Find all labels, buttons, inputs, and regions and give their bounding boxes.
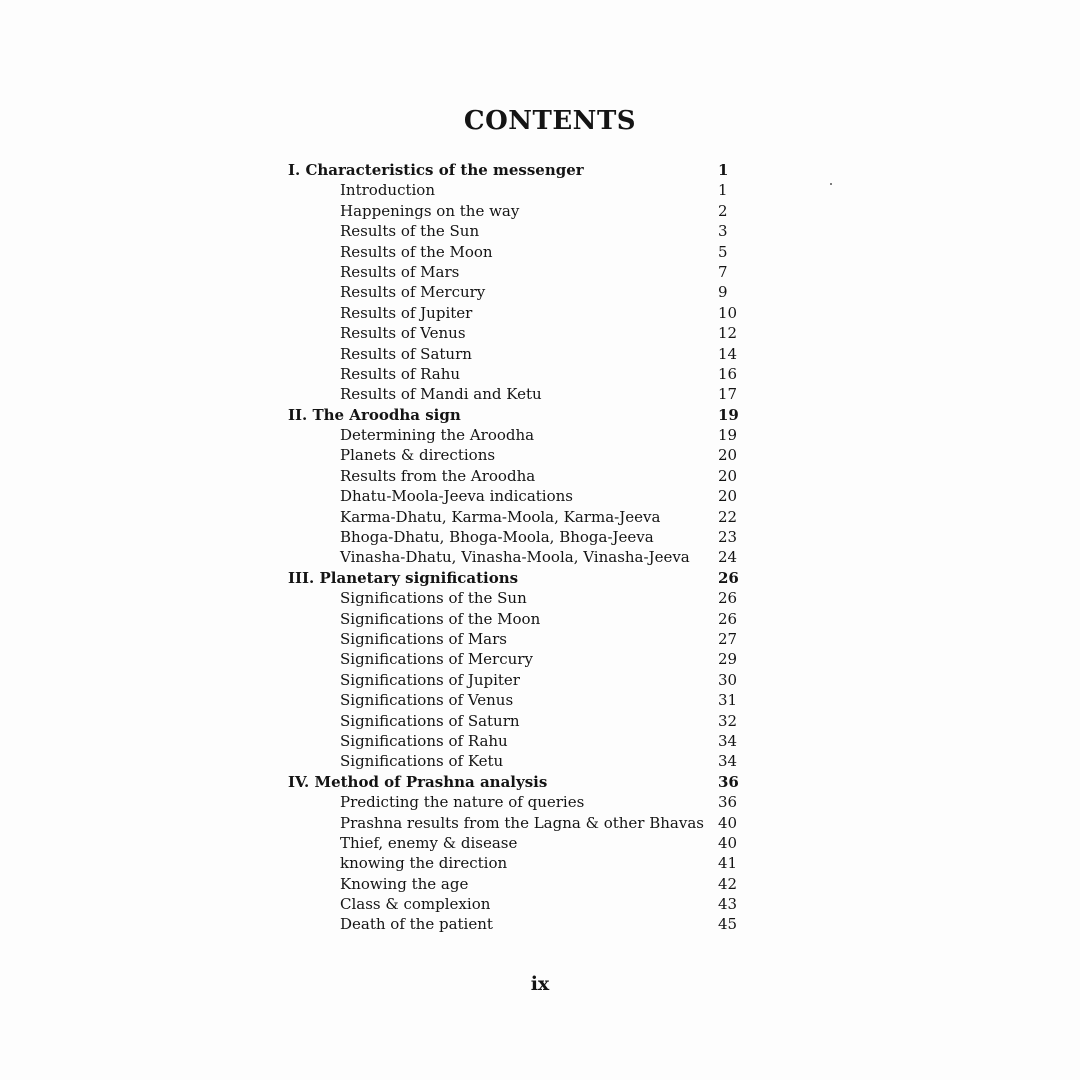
toc-entry bbox=[288, 201, 758, 221]
toc-page-number: 20 bbox=[718, 487, 738, 506]
toc-entry-title: Thief, enemy & disease bbox=[340, 833, 518, 852]
toc-entry-title: Results of Jupiter bbox=[340, 303, 473, 322]
toc-entry bbox=[288, 323, 758, 343]
toc-entry bbox=[288, 731, 758, 751]
toc-entry bbox=[288, 364, 758, 384]
toc-entry-title: Planets & directions bbox=[340, 446, 496, 465]
toc-entry bbox=[288, 711, 758, 731]
toc-chapter-heading bbox=[288, 568, 758, 588]
toc-entry bbox=[288, 833, 758, 853]
toc-page-number: 19 bbox=[718, 426, 738, 445]
toc-entry-title: Class & complexion bbox=[340, 895, 491, 914]
toc-page-number: 5 bbox=[718, 242, 728, 261]
page-title: CONTENTS bbox=[463, 106, 637, 136]
toc-page-number: 24 bbox=[718, 548, 738, 567]
toc-chapter-heading bbox=[288, 772, 758, 792]
toc-page-number: 29 bbox=[718, 650, 738, 669]
toc-page-number: 1 bbox=[718, 161, 729, 179]
toc-entry-title: Results from the Aroodha bbox=[340, 466, 536, 485]
toc-page-number: 27 bbox=[718, 629, 738, 648]
ink-speck bbox=[830, 183, 832, 185]
toc-page-number: 14 bbox=[718, 344, 738, 363]
toc-entry bbox=[288, 914, 758, 934]
toc-entry bbox=[288, 262, 758, 282]
toc-entry-title: IV. Method of Prashna analysis bbox=[288, 772, 548, 791]
toc-page-number: 1 bbox=[718, 181, 728, 200]
toc-entry bbox=[288, 303, 758, 323]
toc-page-number: 26 bbox=[718, 568, 739, 587]
toc-chapter-heading bbox=[288, 160, 758, 180]
toc-entry-title: Results of Venus bbox=[340, 324, 466, 343]
toc-page-number: 26 bbox=[718, 609, 738, 628]
toc-page-number: 34 bbox=[718, 731, 738, 750]
toc-entry bbox=[288, 180, 758, 200]
toc-entry-title: Significations of Mercury bbox=[340, 650, 533, 669]
toc-entry bbox=[288, 242, 758, 262]
toc-entry-title: Results of Saturn bbox=[340, 344, 472, 363]
toc-page-number: 20 bbox=[718, 466, 738, 485]
toc-entry-title: Bhoga-Dhatu, Bhoga-Moola, Bhoga-Jeeva bbox=[340, 528, 654, 547]
toc-page-number: 31 bbox=[718, 691, 738, 710]
toc-entry bbox=[288, 588, 758, 608]
toc-entry bbox=[288, 507, 758, 527]
toc-page-number: 19 bbox=[718, 405, 739, 424]
toc-entry-title: knowing the direction bbox=[340, 854, 508, 873]
toc-entry bbox=[288, 527, 758, 547]
toc-page-number: 16 bbox=[718, 364, 738, 383]
toc-page-number: 40 bbox=[718, 833, 738, 852]
toc-entry-title: Predicting the nature of queries bbox=[340, 793, 585, 812]
toc-entry-title: Happenings on the way bbox=[340, 201, 520, 220]
toc-entry bbox=[288, 221, 758, 241]
toc-page-number: 17 bbox=[718, 385, 738, 404]
toc-entry-title: II. The Aroodha sign bbox=[288, 405, 461, 424]
toc-page-number: 30 bbox=[718, 670, 738, 689]
toc-entry bbox=[288, 894, 758, 914]
toc-page-number: 20 bbox=[718, 446, 738, 465]
toc-entry-title: Significations of the Moon bbox=[340, 609, 541, 628]
toc-page-number: 7 bbox=[718, 262, 728, 281]
toc-entry bbox=[288, 813, 758, 833]
toc-entry bbox=[288, 486, 758, 506]
toc-entry-title: Dhatu-Moola-Jeeva indications bbox=[340, 487, 573, 506]
toc-page-number: 42 bbox=[718, 874, 738, 893]
toc-entry-title: Prashna results from the Lagna & other Bhavas bbox=[340, 813, 704, 832]
toc-page-number: 2 bbox=[718, 201, 728, 220]
toc-entry bbox=[288, 609, 758, 629]
toc-entry-title: Introduction bbox=[340, 181, 435, 200]
toc-chapter-heading bbox=[288, 405, 758, 425]
toc-page-number: 32 bbox=[718, 711, 738, 730]
toc-entry bbox=[288, 629, 758, 649]
toc-page-number: 12 bbox=[718, 324, 738, 343]
page-number: ix bbox=[530, 973, 550, 995]
toc-entry-title: Vinasha-Dhatu, Vinasha-Moola, Vinasha-Jeeva bbox=[340, 548, 690, 567]
toc-entry-title: Results of the Sun bbox=[340, 222, 480, 241]
toc-entry-title: Results of Rahu bbox=[340, 364, 461, 383]
toc-page-number: 36 bbox=[718, 772, 739, 791]
toc-entry-title: Significations of Saturn bbox=[340, 711, 520, 730]
toc-entry-title: Knowing the age bbox=[340, 874, 469, 893]
toc-entry-title: Results of the Moon bbox=[340, 242, 493, 261]
toc-page-number: 41 bbox=[718, 854, 738, 873]
toc-entry bbox=[288, 792, 758, 812]
toc-entry bbox=[288, 690, 758, 710]
toc-entry bbox=[288, 384, 758, 404]
toc-page-number: 26 bbox=[718, 589, 738, 608]
toc-entry bbox=[288, 670, 758, 690]
toc-entry bbox=[288, 344, 758, 364]
toc-entry-title: Significations of Jupiter bbox=[340, 670, 520, 689]
toc-entry-title: III. Planetary significations bbox=[288, 568, 519, 587]
toc-entry-title: I. Characteristics of the messenger bbox=[288, 161, 584, 179]
toc-page-number: 36 bbox=[718, 793, 738, 812]
toc-entry-title: Significations of Ketu bbox=[340, 752, 504, 771]
toc-entry-title: Results of Mars bbox=[340, 262, 460, 281]
toc-entry bbox=[288, 466, 758, 486]
toc-entry bbox=[288, 547, 758, 567]
toc-entry-title: Determining the Aroodha bbox=[340, 426, 535, 445]
toc-entry-title: Results of Mercury bbox=[340, 283, 486, 302]
toc-entry bbox=[288, 425, 758, 445]
toc-entry-title: Death of the patient bbox=[340, 915, 493, 934]
toc-entry-title: Significations of Mars bbox=[340, 629, 507, 648]
toc-entry bbox=[288, 445, 758, 465]
toc-entry bbox=[288, 282, 758, 302]
toc-entry bbox=[288, 853, 758, 873]
toc-page-number: 10 bbox=[718, 303, 738, 322]
toc-entry-title: Significations of Rahu bbox=[340, 731, 508, 750]
toc-entry bbox=[288, 649, 758, 669]
toc-page-number: 43 bbox=[718, 895, 738, 914]
toc-entry-title: Results of Mandi and Ketu bbox=[340, 385, 542, 404]
toc-entry bbox=[288, 874, 758, 894]
toc-page-number: 9 bbox=[718, 283, 728, 302]
toc-page-number: 45 bbox=[718, 915, 738, 934]
toc-page-number: 22 bbox=[718, 507, 738, 526]
toc-entry-title: Karma-Dhatu, Karma-Moola, Karma-Jeeva bbox=[340, 507, 661, 526]
toc-page-number: 23 bbox=[718, 528, 738, 547]
table-of-contents bbox=[288, 160, 758, 935]
toc-entry-title: Significations of Venus bbox=[340, 691, 514, 710]
toc-page-number: 34 bbox=[718, 752, 738, 771]
toc-page-number: 3 bbox=[718, 222, 728, 241]
toc-entry bbox=[288, 751, 758, 771]
toc-page-number: 40 bbox=[718, 813, 738, 832]
toc-entry-title: Significations of the Sun bbox=[340, 589, 527, 608]
